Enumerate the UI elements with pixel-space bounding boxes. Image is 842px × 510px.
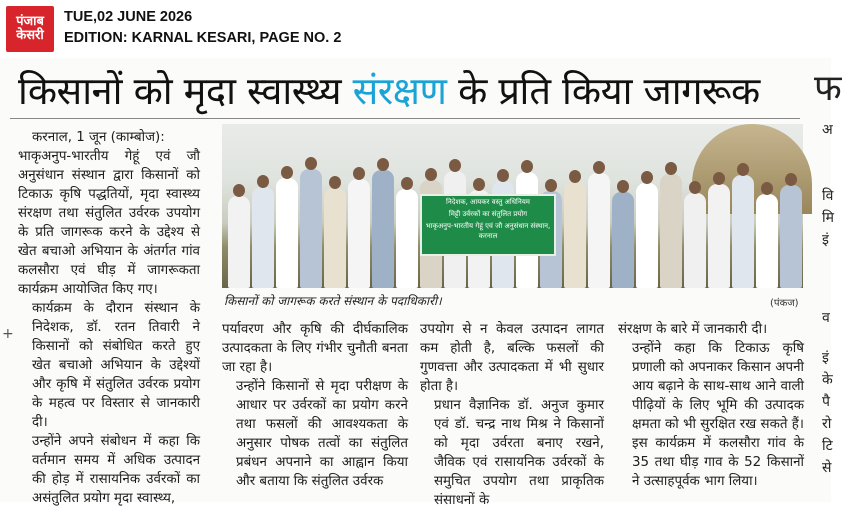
headline-part2: के प्रति किया जागरूक bbox=[446, 69, 760, 113]
photo-caption: किसानों को जागरूक करते संस्थान के पदाधिकारी। bbox=[224, 294, 442, 308]
column-4 bbox=[618, 320, 804, 491]
photo-person bbox=[660, 174, 682, 288]
side-text-fragment: पै bbox=[822, 394, 830, 410]
photo-person-head bbox=[329, 176, 341, 189]
paragraph: पर्यावरण और कृषि की दीर्घकालिक उत्पादकता के लिए गंभीर चुनौती बनता जा रहा है। bbox=[222, 322, 408, 375]
side-text-fragment: रो bbox=[822, 416, 832, 432]
paragraph: संरक्षण के बारे में जानकारी दी। bbox=[618, 322, 768, 337]
photo-person bbox=[228, 196, 250, 288]
photo-person-head bbox=[737, 163, 749, 176]
photo-person-head bbox=[281, 166, 293, 179]
photo-person bbox=[348, 179, 370, 288]
photo-person-head bbox=[785, 173, 797, 186]
headline-part1: किसानों को मृदा स्वास्थ्य bbox=[18, 69, 353, 113]
photo-person-head bbox=[593, 161, 605, 174]
column-1 bbox=[18, 128, 200, 508]
crop-mark-icon: + bbox=[2, 326, 14, 342]
photo-person bbox=[396, 189, 418, 288]
photo-person-head bbox=[521, 160, 533, 173]
dateline: करनाल, 1 जून (काम्बोज): bbox=[32, 130, 165, 145]
photo-person-head bbox=[305, 157, 317, 170]
column-2 bbox=[222, 320, 408, 491]
photo-person bbox=[372, 170, 394, 288]
photo-person-head bbox=[617, 180, 629, 193]
side-text-fragment: अ bbox=[822, 122, 833, 138]
headline-rule bbox=[10, 118, 800, 119]
photo-person-head bbox=[233, 184, 245, 197]
side-text-fragment: व bbox=[822, 310, 830, 326]
photo-person-head bbox=[257, 175, 269, 188]
photo-person bbox=[684, 193, 706, 288]
side-text-fragment: मि bbox=[822, 210, 834, 226]
adjacent-article-edge bbox=[808, 58, 842, 502]
side-text-fragment: के bbox=[822, 372, 833, 388]
banner-line3: भाकृअनुप-भारतीय गेहूं एवं जौ अनुसंधान संस्थान, करनाल bbox=[425, 222, 551, 240]
photo-person bbox=[708, 184, 730, 288]
edition-date: TUE,02 JUNE 2026 bbox=[64, 9, 193, 25]
side-text-fragment: टि bbox=[822, 438, 833, 454]
logo-line2: केसरी bbox=[16, 28, 44, 43]
photo-person-head bbox=[545, 179, 557, 192]
newspaper-logo bbox=[6, 6, 54, 52]
photo-person bbox=[636, 183, 658, 288]
photo-person bbox=[300, 169, 322, 288]
edition-meta bbox=[64, 7, 341, 49]
photo-person bbox=[612, 192, 634, 288]
edition-info: EDITION: KARNAL KESARI, PAGE NO. 2 bbox=[64, 30, 342, 46]
photo-person-head bbox=[713, 172, 725, 185]
photo-person-head bbox=[449, 159, 461, 172]
photo-person bbox=[780, 185, 802, 288]
photo-person bbox=[732, 175, 754, 288]
paragraph: भाकृअनुप-भारतीय गेहूं एवं जौ अनुसंधान संस्थान द्वारा किसानों को टिकाऊ कृषि पद्धतियों, मृदा स्वास्थ्य संरक्षण तथा संतुलित उर्वरक उपयोग के प्रति जागरूक करने के उद्देश्य से खेत बचाओ अभियान के अंतर्गत गांव कलसौरा एवं घीड़ में जागरूकता कार्यक्रम आयोजित किए गए। bbox=[18, 149, 200, 297]
article-headline bbox=[18, 64, 760, 116]
photo-person-head bbox=[641, 171, 653, 184]
photo-person-head bbox=[401, 177, 413, 190]
photo-person-head bbox=[689, 181, 701, 194]
photo-person-head bbox=[473, 178, 485, 191]
photo-person-head bbox=[377, 158, 389, 171]
photo-banner bbox=[420, 194, 556, 256]
side-text-fragment: वि bbox=[822, 188, 834, 204]
logo-line1: पंजाब bbox=[16, 14, 44, 30]
photo-person-head bbox=[665, 162, 677, 175]
photo-person-head bbox=[569, 170, 581, 183]
photo-person bbox=[756, 194, 778, 288]
photo-person bbox=[588, 173, 610, 288]
paragraph: उन्होंने किसानों से मृदा परीक्षण के आधार पर उर्वरकों का प्रयोग करने तथा फसलों की आवश्यकता के अनुसार पोषक तत्वों का संतुलित प्रबंधन अपनाने का आह्वान किया और बताया कि संतुलित उर्वरक bbox=[236, 379, 408, 489]
photo-person bbox=[276, 178, 298, 288]
page-header bbox=[0, 0, 831, 58]
photo-person-head bbox=[761, 182, 773, 195]
paragraph: कार्यक्रम के दौरान संस्थान के निदेशक, डॉ. रतन तिवारी ने किसानों को संबोधित करते हुए खेत बचाओ अभियान के उद्देश्यों और कृषि में संतुलित उर्वरक प्रयोग के महत्व पर विस्तार से जानकारी दी। bbox=[32, 301, 200, 430]
news-photo bbox=[222, 124, 803, 288]
side-text-fragment: इं bbox=[822, 350, 829, 366]
paragraph: प्रधान वैज्ञानिक डॉ. अनुज कुमार एवं डॉ. चन्द्र नाथ मिश्र ने किसानों को मृदा उर्वरता बनाए रखने, जैविक एवं रासायनिक उर्वरकों के समुचित उपयोग तथा प्राकृतिक संसाधनों के bbox=[434, 398, 604, 508]
column-3 bbox=[420, 320, 604, 510]
photo-credit: (पंकज) bbox=[770, 298, 799, 309]
photo-person-head bbox=[497, 169, 509, 182]
photo-person-head bbox=[353, 167, 365, 180]
photo-person bbox=[324, 188, 346, 288]
side-text-fragment: इं bbox=[822, 232, 829, 248]
photo-person bbox=[252, 187, 274, 288]
banner-line1: निदेशक, आयकर वस्तु अधिनियम bbox=[446, 198, 530, 206]
paragraph: उन्होंने अपने संबोधन में कहा कि वर्तमान समय में अधिक उत्पादन की होड़ में रासायनिक उर्वरकों का असंतुलित प्रयोग मृदा स्वास्थ्य, bbox=[32, 434, 200, 506]
paragraph: उन्होंने कहा कि टिकाऊ कृषि प्रणाली को अपनाकर किसान अपनी आय बढ़ाने के साथ-साथ आने वाली पीढ़ियों के लिए भूमि की उत्पादक क्षमता को भी सुरक्षित रख सकते हैं। इस कार्यक्रम में कलसौरा गांव के 35 तथा घीड़ गाव के 52 किसानों ने उत्साहपूर्वक भाग लिया। bbox=[632, 341, 804, 489]
side-text-fragment: से bbox=[822, 460, 832, 476]
photo-person bbox=[564, 182, 586, 288]
banner-line2: मिट्टी उर्वरकों का संतुलित प्रयोग bbox=[448, 210, 528, 218]
headline-accent: संरक्षण bbox=[352, 69, 447, 113]
photo-person-head bbox=[425, 168, 437, 181]
paragraph: उपयोग से न केवल उत्पादन लागत कम होती है, बल्कि फसलों की गुणवत्ता और उत्पादकता में भी सुधार होता है। bbox=[420, 322, 604, 394]
side-headline-fragment: फ bbox=[814, 68, 842, 109]
